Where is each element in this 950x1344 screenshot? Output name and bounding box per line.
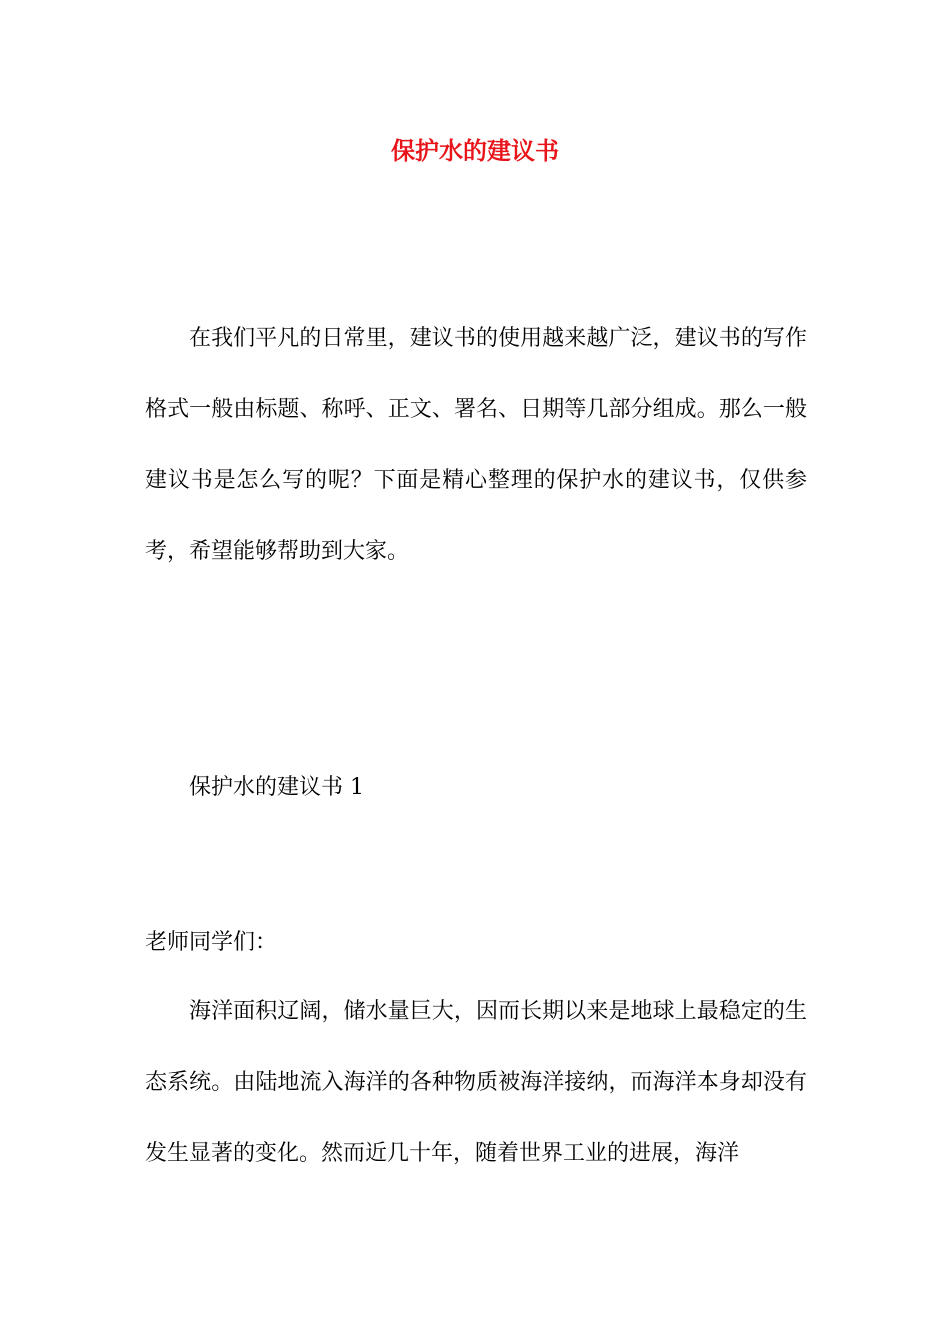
section-title: 保护水的建议书 1 (189, 775, 364, 800)
document-title: 保护水的建议书 (391, 136, 559, 165)
greeting-line: 老师同学们： (145, 930, 278, 955)
intro-paragraph: 在我们平凡的日常里，建议书的使用越来越广泛，建议书的写作格式一般由标题、称呼、正文、署名、日期等几部分组成。那么一般建议书是怎么写的呢？下面是精心整理的保护水的建议书，仅供参考，希望能够帮助到大家。 (145, 326, 807, 564)
body-paragraph: 海洋面积辽阔，储水量巨大，因而长期以来是地球上最稳定的生态系统。由陆地流入海洋的各种物质被海洋接纳，而海洋本身却没有发生显著的变化。然而近几十年，随着世界工业的进展，海洋 (145, 999, 807, 1166)
